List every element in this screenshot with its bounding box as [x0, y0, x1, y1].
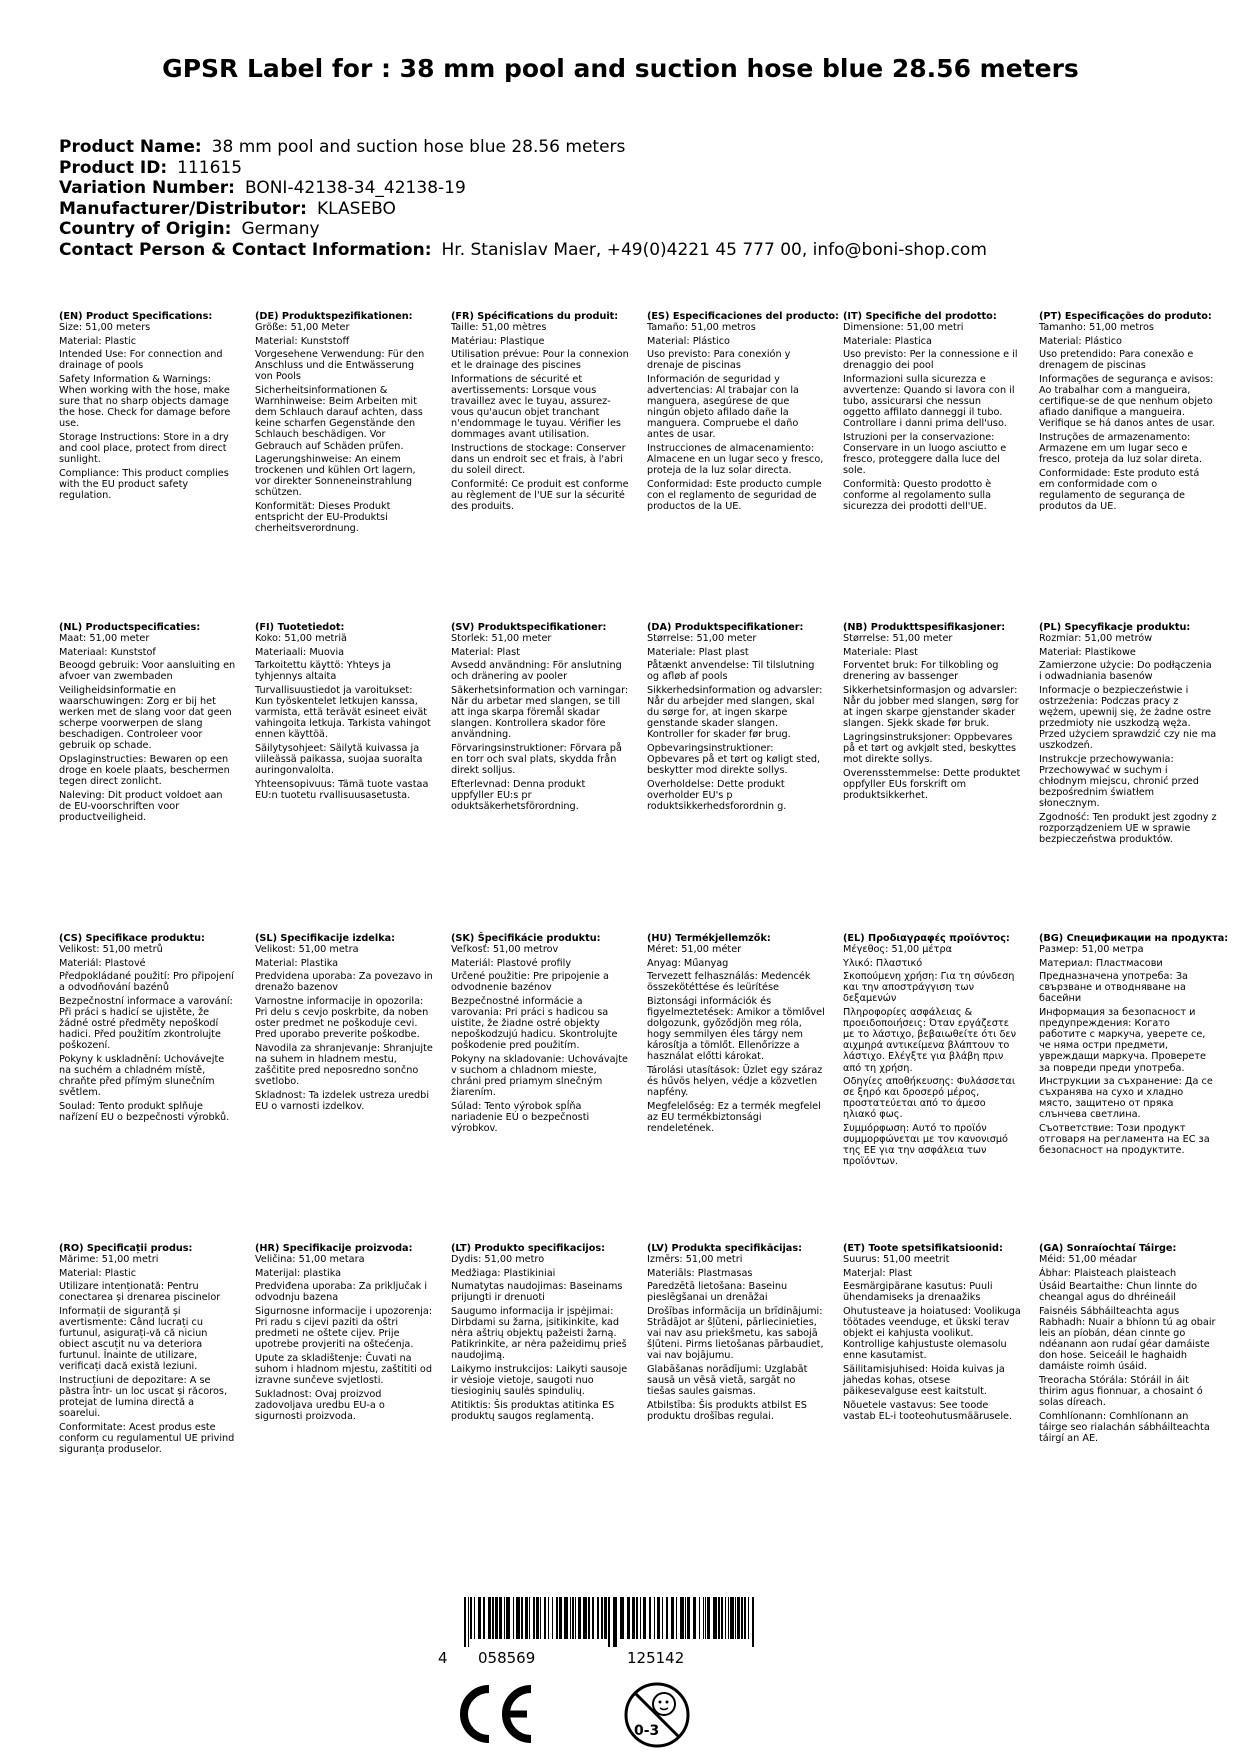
spec-line: Материал: Пластмасови: [1039, 957, 1163, 969]
spec-line: Méret: 51,00 méter: [647, 944, 742, 956]
spec-line: Matériau: Plastique: [451, 335, 545, 347]
spec-block: [843, 622, 1021, 803]
spec-line: Utilisation prévue: Pour la connexion et le drainage des piscines: [451, 349, 629, 372]
spec-line: Overensstemmelse: Dette produktet oppfyller EUs forskrift om produktsikkerhet.: [843, 767, 1021, 801]
spec-line: Istruzioni per la conservazione: Conservare in un luogo asciutto e fresco, proteggere dalla luce del sole.: [843, 431, 1007, 477]
spec-block: [843, 1243, 1021, 1424]
spec-line: Laikymo instrukcijos: Laikyti sausoje ir vėsioje vietoje, saugoti nuo tiesioginių saulės spindulių.: [451, 1363, 628, 1398]
spec-line: Предназначена употреба: За свързване и отводняване на басейни: [1039, 971, 1188, 1005]
spec-line: Vorgesehene Verwendung: Für den Anschluss und die Entwässerung von Pools: [255, 349, 425, 383]
spec-line: Konformität: Dieses Produkt entspricht der EU-Produktsi cherheitsverordnung.: [255, 501, 391, 535]
spec-heading: (IT) Specifiche del prodotto:: [843, 311, 997, 322]
spec-line: Skladnost: Ta izdelek ustreza uredbi EU o varnosti izdelkov.: [255, 1089, 430, 1112]
spec-line: Paredzētā lietošana: Baseinu pieslēgšanai un drenāžai: [647, 1281, 788, 1304]
spec-line: Uso previsto: Para conexión y drenaje de piscinas: [647, 349, 791, 372]
spec-line: Určené použitie: Pre pripojenie a odvodnenie bazénov: [451, 971, 609, 994]
spec-line: Instrucciones de almacenamiento: Almacene en un lugar seco y fresco, proteja de la luz solar directa.: [647, 443, 824, 477]
spec-line: Varnostne informacije in opozorila: Pri delu s cevjo poskrbite, da noben oster predmet ne poškoduje cevi. Pred uporabo preverite poškodbe.: [255, 995, 429, 1041]
spec-block: [59, 1243, 237, 1458]
spec-line: Eesmärgipärane kasutus: Puuli ühendamiseks ja drenaažiks: [843, 1281, 993, 1304]
barcode-icon: [462, 1597, 762, 1647]
spec-line: Sikkerhedsinformation og advarsler: Når du arbejder med slangen, skal du sørge for, at ingen skarpe genstande skader slangen. Kontroller for skader før brug.: [647, 684, 823, 741]
spec-line: Инструкции за съхранение: Да се съхранява на сухо и хладно място, защитено от пряка слънчева светлина.: [1039, 1076, 1213, 1121]
spec-line: Pokyny k uskladnění: Uchovávejte na suchém a chladném místě, chraňte před přímým slunečním světlem.: [59, 1053, 225, 1099]
spec-line: Material: Kunststoff: [255, 335, 350, 347]
spec-heading: (SK) Špecifikácie produktu:: [451, 933, 601, 944]
spec-line: Biztonsági információk és figyelmeztetések: Amikor a tömlővel dolgozunk, győződjön meg róla, hogy semmilyen éles tárgy nem károsítja a tömlőt. Ellenőrizze a használat előtti károkat.: [647, 995, 825, 1063]
spec-line: Glabāšanas norādījumi: Uzglabāt sausā un vēsā vietā, sargāt no tiešas saules gaismas.: [647, 1363, 808, 1398]
spec-line: Predviđena uporaba: Za priključak i odvodnju bazena: [255, 1281, 428, 1304]
spec-heading: (PT) Especificações do produto:: [1039, 311, 1212, 322]
info-value: Hr. Stanislav Maer, +49(0)4221 45 777 00, info@boni-shop.com: [441, 239, 987, 260]
spec-line: Säkerhetsinformation och varningar: När du arbetar med slangen, se till att inga skarpa föremål skadar slangen. Kontrollera skador före användning.: [451, 684, 629, 741]
spec-line: Conformità: Questo prodotto è conforme al regolamento sulla sicurezza dei prodotti dell'UE.: [843, 478, 992, 512]
spec-line: Instruções de armazenamento: Armazene em um lugar seco e fresco, proteja da luz solar direta.: [1039, 431, 1203, 466]
spec-line: Veľkosť: 51,00 metrov: [451, 944, 559, 956]
spec-line: Υλικό: Πλαστικό: [843, 957, 923, 969]
spec-heading: (FR) Spécifications du produit:: [451, 311, 619, 322]
info-value: KLASEBO: [316, 198, 396, 219]
spec-line: Σκοπούμενη χρήση: Για τη σύνδεση και την αποστράγγιση των δεξαμενών: [843, 971, 1015, 1005]
spec-block: [451, 1243, 629, 1424]
info-label: Country of Origin:: [59, 219, 232, 239]
spec-block: [843, 311, 1021, 515]
spec-block: [1039, 311, 1217, 515]
spec-line: Materiaali: Muovia: [255, 646, 345, 658]
spec-line: Méid: 51,00 méadar: [1039, 1254, 1137, 1266]
spec-line: Tarkoitettu käyttö: Yhteys ja tyhjennys altaita: [255, 660, 391, 683]
spec-block: [647, 311, 839, 515]
spec-line: Koko: 51,00 metriä: [255, 633, 347, 645]
spec-line: Información de seguridad y advertencias: Al trabajar con la manguera, asegúrese de que ningún objeto afilado dañe la manguera. Compruebe el daño antes de usar.: [647, 373, 799, 441]
spec-line: Säilitamisjuhised: Hoida kuivas ja jahedas kohas, otsese päikesevalguse eest kaitstult.: [843, 1363, 1005, 1398]
info-row: [59, 199, 1199, 220]
spec-block: [1039, 933, 1229, 1159]
spec-line: Navodila za shranjevanje: Shranjujte na suhem in hladnem mestu, zaščitite pred neposredno sončno svetlobo.: [255, 1042, 433, 1088]
spec-line: Размер: 51,00 метра: [1039, 944, 1144, 956]
spec-heading: (ES) Especificaciones del producto:: [647, 311, 839, 322]
spec-line: Rozmiar: 51,00 metrów: [1039, 633, 1153, 645]
spec-heading: (NL) Productspecificaties:: [59, 622, 201, 633]
spec-block: [255, 311, 433, 537]
spec-heading: (BG) Спецификации на продукта:: [1039, 933, 1229, 944]
spec-line: Conformitate: Acest produs este conform cu regulamentul UE privind siguranța produselor.: [59, 1421, 235, 1456]
spec-line: Material: Plástico: [1039, 335, 1122, 347]
spec-line: Materjal: Plast: [843, 1267, 913, 1279]
spec-line: Izmērs: 51,00 metri: [647, 1254, 743, 1266]
spec-heading: (EN) Product Specifications:: [59, 311, 213, 322]
spec-block: [843, 933, 1021, 1170]
spec-line: Dimensione: 51,00 metri: [843, 322, 964, 334]
spec-line: Velikost: 51,00 metrů: [59, 944, 163, 956]
spec-line: Suurus: 51,00 meetrit: [843, 1254, 950, 1266]
info-label: Manufacturer/Distributor:: [59, 198, 307, 219]
spec-line: Nõuetele vastavus: See toode vastab EL-i tooteohutusmäärusele.: [843, 1399, 1013, 1422]
spec-heading: (HU) Termékjellemzők:: [647, 933, 771, 944]
spec-line: Overholdelse: Dette produkt overholder EU's p roduktsikkerhedsforordnin g.: [647, 778, 787, 812]
barcode-right-group: 125142: [627, 1649, 685, 1667]
spec-heading: (SV) Produktspecifikationer:: [451, 622, 607, 633]
spec-line: Anyag: Műanyag: [647, 957, 729, 969]
spec-heading: (ET) Toote spetsifikatsioonid:: [843, 1243, 1003, 1254]
spec-line: Instrukcje przechowywania: Przechowywać w suchym i chłodnym miejscu, chronić przed bezpośrednim światłem słonecznym.: [1039, 754, 1199, 810]
spec-line: Lagringsinstruksjoner: Oppbevares på et tørt og avkjølt sted, beskyttes mot direkte sollys.: [843, 731, 1017, 766]
spec-line: Naleving: Dit product voldoet aan de EU-voorschriften voor productveiligheid.: [59, 789, 223, 823]
spec-line: Velikost: 51,00 metra: [255, 944, 359, 956]
spec-line: Instructions de stockage: Conserver dans un endroit sec et frais, à l'abri du soleil direct.: [451, 443, 626, 477]
spec-line: Tárolási utasítások: Üzlet egy száraz és hűvös helyen, védje a közvetlen napfény.: [647, 1065, 823, 1099]
spec-block: [255, 622, 433, 803]
spec-line: Atbilstība: Šis produkts atbilst ES produktu drošības regulai.: [647, 1399, 807, 1422]
spec-block: [451, 311, 629, 515]
spec-line: Bezpečnostné informácie a varovania: Pri práci s hadicou sa uistite, že žiadne ostré objekty nepoškodzujú hadicu. Skontrolujte poškodenie pred použitím.: [451, 995, 618, 1052]
info-label: Product ID:: [59, 157, 168, 178]
spec-line: Yhteensopivuus: Tämä tuote vastaa EU:n tuotetu rvallisuusasetusta.: [255, 778, 429, 801]
spec-line: Størrelse: 51,00 meter: [843, 633, 953, 645]
spec-line: Veličina: 51,00 metara: [255, 1254, 365, 1266]
spec-line: Material: Plástico: [647, 335, 730, 347]
spec-line: Upute za skladištenje: Čuvati na suhom i hladnom mjestu, zaštititi od izravne sunčeve svjetlosti.: [255, 1352, 432, 1387]
spec-line: Sukladnost: Ovaj proizvod zadovoljava uredbu EU-a o sigurnosti proizvoda.: [255, 1388, 385, 1422]
spec-line: Instrucțiuni de depozitare: A se păstra într- un loc uscat și răcoros, protejat de lumina directă a soarelui.: [59, 1375, 228, 1420]
spec-line: Materijal: plastika: [255, 1267, 342, 1279]
spec-line: Informations de sécurité et avertissements: Lorsque vous travaillez avec le tuyau, assurez-vous qu'aucun objet tranchant n'endommage le tuyau. Vérifier les dommages avant utilisation.: [451, 373, 621, 441]
spec-line: Zgodność: Ten produkt jest zgodny z rozporządzeniem UE w sprawie bezpieczeństwa produktów.: [1039, 812, 1217, 846]
spec-line: Opslaginstructies: Bewaren op een droge en koele plaats, beschermen tegen direct zonlicht.: [59, 754, 230, 788]
spec-block: [1039, 1243, 1217, 1447]
spec-line: Maat: 51,00 meter: [59, 633, 150, 645]
spec-block: [647, 1243, 825, 1424]
spec-line: Tervezett felhasználás: Medencék összekötéttése és leürítése: [647, 971, 811, 994]
spec-line: Material: Plastic: [59, 335, 137, 347]
spec-line: Numatytas naudojimas: Baseinams prijungti ir drenuoti: [451, 1281, 623, 1304]
spec-line: Atitiktis: Šis produktas atitinka ES produktų saugos reglamentą.: [451, 1399, 615, 1422]
spec-line: Информация за безопасност и предупреждения: Когато работите с маркуча, уверете се, че няма остри предмети, увреждащи маркуча. Проверете за повреди преди употреба.: [1039, 1007, 1206, 1074]
spec-line: Materiale: Plastica: [843, 335, 932, 347]
spec-line: Opbevaringsinstruktioner: Opbevares på et tørt og køligt sted, beskytter mod direkte sollys.: [647, 742, 821, 777]
spec-line: Avsedd användning: För anslutning och dränering av pooler: [451, 660, 622, 683]
spec-line: Tamanho: 51,00 metros: [1039, 322, 1154, 334]
spec-line: Materiale: Plast plast: [647, 646, 749, 658]
spec-block: [451, 622, 629, 815]
info-value: 38 mm pool and suction hose blue 28.56 meters: [211, 137, 626, 157]
spec-heading: (CS) Specifikace produktu:: [59, 933, 205, 944]
spec-line: Materiál: Plastové: [59, 957, 146, 969]
spec-heading: (DE) Produktspezifikationen:: [255, 311, 413, 322]
spec-line: Mărime: 51,00 metri: [59, 1254, 159, 1266]
spec-line: Efterlevnad: Denna produkt uppfyller EU:s pr oduktsäkerhetsförordning.: [451, 778, 586, 812]
barcode-left-group: 058569: [478, 1649, 536, 1667]
info-row: [59, 178, 1199, 199]
spec-block: [1039, 622, 1217, 848]
spec-line: Safety Information & Warnings: When working with the hose, make sure that no sharp objects damage the hose. Check for damage before use.: [59, 373, 231, 430]
spec-line: Veiligheidsinformatie en waarschuwingen: Zorg er bij het werken met de slang voor dat geen scherpe voorwerpen de slang beschadigen. Controleer voor gebruik op schade.: [59, 684, 232, 752]
spec-line: Saugumo informacija ir įspėjimai: Dirbdami su žarna, įsitikinkite, kad nėra aštrių objektų pažeisti žarną. Patikrinkite, ar nėra pažeidimų prieš naudojimą.: [451, 1305, 627, 1362]
spec-block: [59, 933, 237, 1126]
spec-line: Turvallisuustiedot ja varoitukset: Kun työskentelet letkujen kanssa, varmista, että terävät esineet eivät vahingoita letkuja. Tarkista vahingot ennen käyttöä.: [255, 684, 431, 741]
spec-heading: (DA) Produktspecifikationer:: [647, 622, 804, 633]
info-value: Germany: [241, 219, 320, 239]
spec-line: Informações de segurança e avisos: Ao trabalhar com a mangueira, certifique-se de que nenhum objeto afiado danifique a mangueira. Verifique se há danos antes de usar.: [1039, 373, 1215, 430]
spec-line: Οδηγίες αποθήκευσης: Φυλάσσεται σε ξηρό και δροσερό μέρος, προστατεύεται από το άμεσο ηλιακό φως.: [843, 1076, 1016, 1121]
info-label: Product Name:: [59, 137, 202, 157]
spec-block: [255, 933, 433, 1114]
spec-line: Material: Plastic: [59, 1267, 137, 1279]
spec-line: Materiál: Plastové profily: [451, 957, 572, 969]
spec-line: Faisnéis Sábháilteachta agus Rabhadh: Nuair a bhíonn tú ag obair leis an píobán, déan cinnte go ndéanann aon rudaí géar damáiste don hose. Seiceáil le haghaidh damáiste roimh úsáid.: [1039, 1305, 1216, 1373]
spec-line: Tamaño: 51,00 metros: [647, 322, 756, 334]
spec-line: Uso previsto: Per la connessione e il drenaggio dei pool: [843, 349, 1018, 372]
spec-line: Sigurnosne informacije i upozorenja: Pri radu s cijevi paziti da oštri predmeti ne oštete cijev. Prije upotrebe provjeriti na oštećenja.: [255, 1305, 433, 1351]
spec-line: Predvidena uporaba: Za povezavo in drenažo bazenov: [255, 971, 433, 994]
spec-line: Intended Use: For connection and drainage of pools: [59, 349, 223, 372]
spec-line: Säilytysohjeet: Säilytä kuivassa ja viileässä paikassa, suojaa suoralta auringonvalolta.: [255, 742, 423, 777]
spec-heading: (LT) Produkto specifikacijos:: [451, 1243, 606, 1254]
spec-line: Zamierzone użycie: Do podłączenia i odwadniania basenów: [1039, 660, 1212, 683]
spec-line: Beoogd gebruik: Voor aansluiting en afvoer van zwembaden: [59, 660, 236, 683]
spec-heading: (FI) Tuotetiedot:: [255, 622, 345, 633]
spec-line: Pokyny na skladovanie: Uchovávajte v suchom a chladnom mieste, chráni pred priamym slnečným žiarením.: [451, 1053, 628, 1099]
spec-line: Materiāls: Plastmasas: [647, 1267, 753, 1279]
ce-mark-icon: [455, 1685, 535, 1743]
spec-heading: (GA) Sonraíochtaí Táirge:: [1039, 1243, 1177, 1254]
spec-line: Comhlíonann: Comhlíonann an táirge seo rialachán sábháilteachta táirgí an AE.: [1039, 1410, 1210, 1444]
spec-line: Materiaal: Kunststof: [59, 646, 156, 658]
spec-line: Størrelse: 51,00 meter: [647, 633, 757, 645]
spec-line: Forventet bruk: For tilkobling og drenering av bassenger: [843, 660, 999, 683]
spec-line: Material: Plastika: [255, 957, 339, 969]
spec-line: Förvaringsinstruktioner: Förvara på en torr och sval plats, skydda från direkt solljus.: [451, 742, 622, 777]
spec-block: [59, 622, 237, 826]
spec-line: Conformidad: Este producto cumple con el reglamento de seguridad de productos de la UE.: [647, 478, 822, 512]
spec-line: Påtænkt anvendelse: Til tilslutning og afløb af pools: [647, 660, 815, 683]
spec-line: Drošības informācija un brīdinājumi: Strādājot ar šļūteni, pārliecinieties, vai nav asu priekšmetu, kas sabojā šļūteni. Pirms lietošanas pārbaudiet, vai nav bojājumu.: [647, 1305, 824, 1362]
info-row: [59, 219, 1199, 240]
spec-line: Storage Instructions: Store in a dry and cool place, protect from direct sunlight.: [59, 431, 229, 466]
info-value: 111615: [177, 157, 243, 178]
spec-heading: (NB) Produkttspesifikasjoner:: [843, 622, 1006, 633]
spec-line: Bezpečnostní informace a varování: Při práci s hadicí se ujistěte, že žádné ostré předměty nepoškodí hadici. Před použitím zkontrolujte poškození.: [59, 995, 233, 1052]
child-age-label: 0-3: [634, 1723, 660, 1739]
spec-line: Material: Plast: [451, 646, 521, 658]
spec-line: Συμμόρφωση: Αυτό το προϊόν συμμορφώνεται με τον κανονισμό της ΕΕ για την ασφάλεια των προϊόντων.: [843, 1123, 1008, 1168]
spec-line: Dydis: 51,00 metro: [451, 1254, 545, 1266]
spec-heading: (EL) Προδιαγραφές προϊόντος:: [843, 933, 1010, 944]
spec-block: [255, 1243, 433, 1424]
spec-line: Uso pretendido: Para conexão e drenagem de piscinas: [1039, 349, 1194, 372]
spec-line: Súlad: Tento výrobok spĺňa nariadenie EÚ o bezpečnosti výrobkov.: [451, 1100, 590, 1134]
spec-line: Megfelelőség: Ez a termék megfelel az EU termékbiztonsági rendeletének.: [647, 1100, 821, 1134]
spec-line: Informacje o bezpieczeństwie i ostrzeżenia: Podczas pracy z wężem, upewnij się, że żadne ostre przedmioty nie uszkodzą węża. Przed użyciem sprawdzić czy nie ma uszkodzeń.: [1039, 684, 1217, 752]
spec-line: Größe: 51,00 Meter: [255, 322, 350, 334]
not-for-children-0-3-icon: [622, 1680, 692, 1750]
spec-line: Μέγεθος: 51,00 μέτρα: [843, 944, 953, 956]
spec-line: Úsáid Beartaithe: Chun linnte do cheangal agus do dhréineáil: [1039, 1281, 1198, 1304]
barcode-first-digit: 4: [438, 1649, 448, 1667]
spec-line: Lagerungshinweise: An einem trockenen und kühlen Ort lagern, vor direkter Sonneneinstrahlung schützen.: [255, 454, 416, 499]
spec-heading: (HR) Specifikacije proizvoda:: [255, 1243, 413, 1254]
spec-line: Storlek: 51,00 meter: [451, 633, 552, 645]
spec-line: Materiał: Plastikowe: [1039, 646, 1136, 658]
spec-block: [647, 933, 825, 1137]
spec-line: Treoracha Stórála: Stóráil in áit thirim agus fionnuar, a chosaint ó solas díreach.: [1039, 1375, 1203, 1409]
spec-line: Materiale: Plast: [843, 646, 918, 658]
spec-block: [451, 933, 629, 1137]
spec-line: Conformidade: Este produto está em conformidade com o regulamento de segurança de produtos da UE.: [1039, 467, 1200, 512]
spec-line: Size: 51,00 meters: [59, 322, 151, 334]
spec-heading: (SL) Specifikacije izdelka:: [255, 933, 396, 944]
info-row: [59, 158, 1199, 179]
spec-line: Conformité: Ce produit est conforme au règlement de l'UE sur la sécurité des produits.: [451, 478, 629, 512]
spec-heading: (LV) Produkta specifikācijas:: [647, 1243, 802, 1254]
spec-line: Informazioni sulla sicurezza e avvertenze: Quando si lavora con il tubo, assicurarsi che nessun oggetto affilato danneggi il tubo. Controllare i danni prima dell'uso.: [843, 373, 1015, 430]
spec-line: Soulad: Tento produkt splňuje nařízení EU o bezpečnosti výrobků.: [59, 1100, 230, 1123]
info-label: Variation Number:: [59, 178, 235, 198]
spec-line: Πληροφορίες ασφάλειας & προειδοποιήσεις: Όταν εργάζεστε με το λάστιχο, βεβαιωθείτε ότι δεν αιχμηρά αντικείμενα βλάπτουν το λάστιχο. Ελέγξτε για βλάβη πριν από τη χρήση.: [843, 1007, 1017, 1074]
spec-line: Съответствие: Този продукт отговаря на регламента на ЕС за безопасност на продуктите.: [1039, 1123, 1210, 1157]
spec-line: Sikkerhetsinformasjon og advarsler: Når du jobber med slangen, sørg for at ingen skarpe gjenstander skader slangen. Sjekk skade før bruk.: [843, 684, 1019, 730]
spec-block: [647, 622, 825, 815]
info-label: Contact Person & Contact Information:: [59, 239, 432, 260]
spec-line: Ohutusteave ja hoiatused: Voolikuga töötades veenduge, et ükski terav objekt ei kahjusta voolikut. Kontrollige kahjustuste olemasolu enne kasutamist.: [843, 1305, 1021, 1362]
spec-line: Taille: 51,00 mètres: [451, 322, 547, 334]
spec-heading: (RO) Specificații produs:: [59, 1243, 193, 1254]
spec-line: Sicherheitsinformationen & Warnhinweise: Beim Arbeiten mit dem Schlauch darauf achten, dass keine scharfen Gegenstände den Schlauch beschädigen. Vor Gebrauch auf Schäden prüfen.: [255, 385, 423, 452]
spec-line: Utilizare intenționată: Pentru conectarea și drenarea piscinelor: [59, 1281, 221, 1304]
spec-line: Compliance: This product complies with the EU product safety regulation.: [59, 467, 229, 501]
spec-line: Informații de siguranță și avertismente: Când lucrați cu furtunul, asigurați-vă că niciun obiect ascuțit nu va deteriora furtunul. Înainte de utilizare, verificați dacă există leziuni.: [59, 1305, 208, 1373]
spec-line: Předpokládané použití: Pro připojení a odvodňování bazénů: [59, 971, 234, 994]
info-value: BONI-42138-34_42138-19: [244, 178, 466, 198]
spec-line: Medžiaga: Plastikiniai: [451, 1267, 556, 1279]
spec-heading: (PL) Specyfikacje produktu:: [1039, 622, 1191, 633]
info-row: [59, 240, 1199, 261]
info-row: [59, 137, 1199, 158]
page-title: GPSR Label for : 38 mm pool and suction hose blue 28.56 meters: [162, 54, 1079, 83]
spec-block: [59, 311, 237, 504]
spec-line: Ábhar: Plaisteach plaisteach: [1039, 1267, 1177, 1279]
product-info: [59, 137, 1199, 260]
